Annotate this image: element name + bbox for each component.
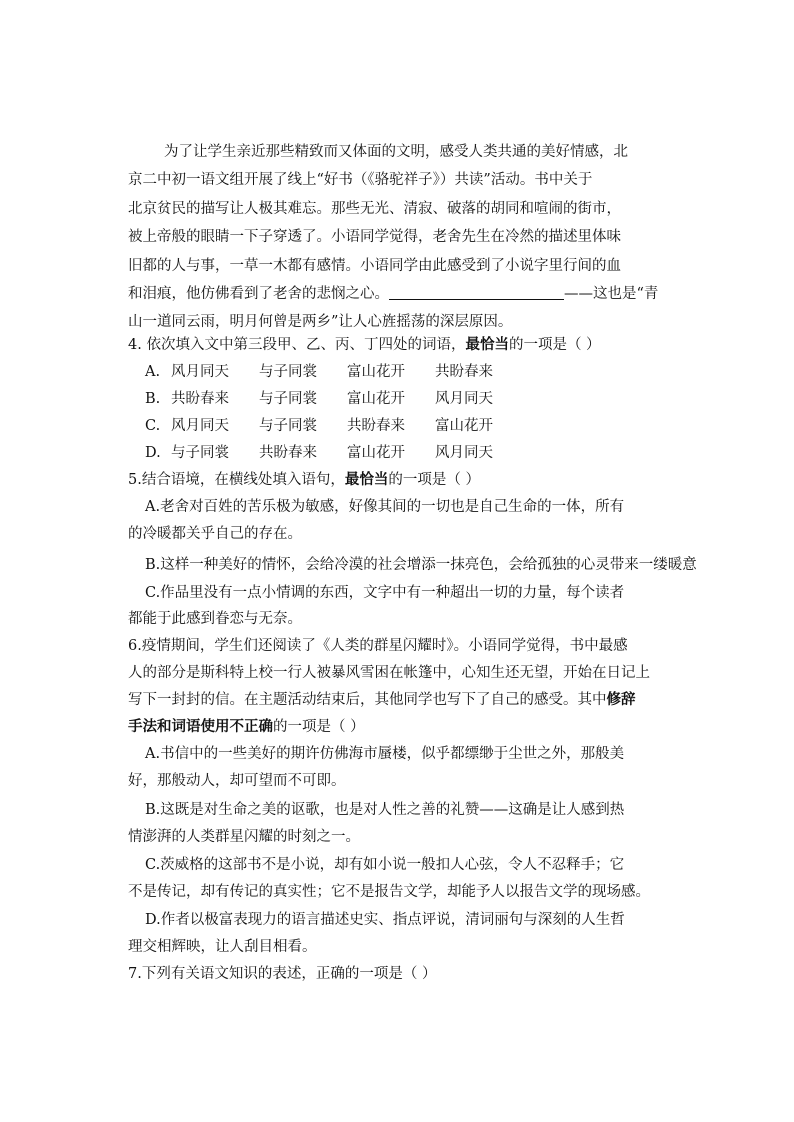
question-6-stem-line2: 人的部分是斯科特上校一行人被暴风雪困在帐篷中，心知生还无望，开始在日记上 (128, 665, 650, 681)
question-6-stem-line3 (128, 688, 636, 709)
question-7-stem: 7.下列有关语文知识的表述，正确的一项是（ ） (128, 966, 437, 982)
question-4-option-d (145, 441, 523, 462)
option-word: 与子同裳 (259, 418, 317, 434)
option-key: D. (145, 445, 161, 461)
question-6-option-d-line1: D.作者以极富表现力的语言描述史实、指点评说，清词丽句与深刻的人生哲 (145, 912, 625, 928)
question-5-option-a-line1: A.老舍对百姓的苦乐极为敏感，好像其间的一切也是自己生命的一体，所有 (145, 499, 625, 515)
option-word: 风月同天 (435, 445, 493, 461)
question-4-stem (128, 333, 601, 354)
option-word: 风月同天 (171, 418, 229, 434)
question-6-option-c-line1: C.茨威格的这部书不是小说，却有如小说一般扣人心弦，令人不忍释手；它 (145, 857, 625, 873)
option-word: 富山花开 (435, 418, 493, 434)
option-word: 与子同裳 (259, 364, 317, 380)
option-word: 风月同天 (435, 391, 493, 407)
stem-emphasis: 最恰当 (344, 472, 389, 488)
passage-line: 旧都的人与事，一草一木都有感情。小语同学由此感受到了小说字里行间的血 (128, 257, 621, 274)
question-6-option-a-line2: 好，那般动人，却可望而不可即。 (128, 773, 346, 789)
stem-emphasis: 手法和词语使用不正确 (128, 719, 273, 735)
question-5-option-c-line2: 都能于此感到眷恋与无奈。 (128, 611, 302, 627)
stem-emphasis: 修辞 (606, 692, 636, 708)
question-6-option-d-line2: 理交相辉映，让人刮目相看。 (128, 939, 317, 955)
passage-line-tail: ——这也是“青 (564, 286, 659, 303)
passage-line: 被上帝般的眼睛一下子穿透了。小语同学觉得，老舍先生在冷然的描述里体味 (128, 229, 621, 246)
passage-line-text: 和泪痕，他仿佛看到了老舍的悲悯之心。 (128, 286, 389, 303)
option-key: A. (145, 364, 161, 380)
passage-line: 京二中初一语文组开展了线上“好书（《骆驼祥子》）共读”活动。书中关于 (128, 172, 593, 189)
question-6-stem-line1: 6.疫情期间，学生们还阅读了《人类的群星闪耀时》。小语同学觉得，书中最感 (128, 638, 628, 654)
question-6-stem-line4 (128, 715, 365, 736)
question-5-stem (128, 468, 480, 489)
question-6-option-b-line1: B.这既是对生命之美的讴歌，也是对人性之善的礼赞——这确是让人感到热 (145, 802, 625, 818)
option-word: 共盼春来 (171, 391, 229, 407)
option-word: 与子同裳 (259, 391, 317, 407)
passage-paragraph (128, 138, 668, 337)
option-word: 富山花开 (347, 364, 405, 380)
stem-text: 的一项是（ ） (273, 719, 365, 735)
option-word: 富山花开 (347, 445, 405, 461)
question-6-option-c-line2: 不是传记，却有传记的真实性；它不是报告文学，却能予人以报告文学的现场感。 (128, 884, 650, 900)
stem-emphasis: 最恰当 (465, 337, 509, 353)
question-5-option-b: B.这样一种美好的情怀，会给冷漠的社会增添一抹亮色，会给孤独的心灵带来一缕暖意 (145, 557, 697, 573)
option-word: 共盼春来 (435, 364, 493, 380)
passage-line: 为了让学生亲近那些精致而又体面的文明，感受人类共通的美好情感，北 (164, 144, 628, 160)
stem-text: 写下一封封的信。在主题活动结束后，其他同学也写下了自己的感受。其中 (128, 692, 607, 708)
question-4-option-b (145, 387, 523, 408)
stem-text: 的一项是（ ） (508, 337, 601, 353)
question-6-option-b-line2: 情澎湃的人类群星闪耀的时刻之一。 (128, 829, 360, 845)
passage-line: 山一道同云雨，明月何曾是两乡”让人心旌摇荡的深层原因。 (128, 314, 513, 331)
question-6-option-a-line1: A.书信中的一些美好的期许仿佛海市蜃楼，似乎都缥缈于尘世之外，那般美 (145, 746, 625, 762)
question-4-option-a (145, 360, 523, 381)
option-word: 富山花开 (347, 391, 405, 407)
option-word: 共盼春来 (347, 418, 405, 434)
stem-text: 4. 依次填入文中第三段甲、乙、丙、丁四处的词语， (128, 337, 466, 353)
option-word: 共盼春来 (259, 445, 317, 461)
question-5-option-a-line2: 的冷暖都关乎自己的存在。 (128, 526, 302, 542)
question-5-option-c-line1: C.作品里没有一点小情调的东西，文字中有一种超出一切的力量，每个读者 (145, 585, 625, 601)
option-key: C. (145, 418, 161, 434)
option-key: B. (145, 391, 161, 407)
stem-text: 的一项是（ ） (388, 472, 480, 488)
option-word: 与子同裳 (171, 445, 229, 461)
passage-line-with-blank (128, 280, 668, 308)
question-4-option-c (145, 414, 523, 435)
stem-text: 5.结合语境，在横线处填入语句， (128, 472, 345, 488)
passage-line: 北京贫民的描写让人极其难忘。那些无光、清寂、破落的胡同和喧闹的街市， (128, 200, 621, 217)
option-word: 风月同天 (171, 364, 229, 380)
answer-blank (389, 285, 564, 300)
